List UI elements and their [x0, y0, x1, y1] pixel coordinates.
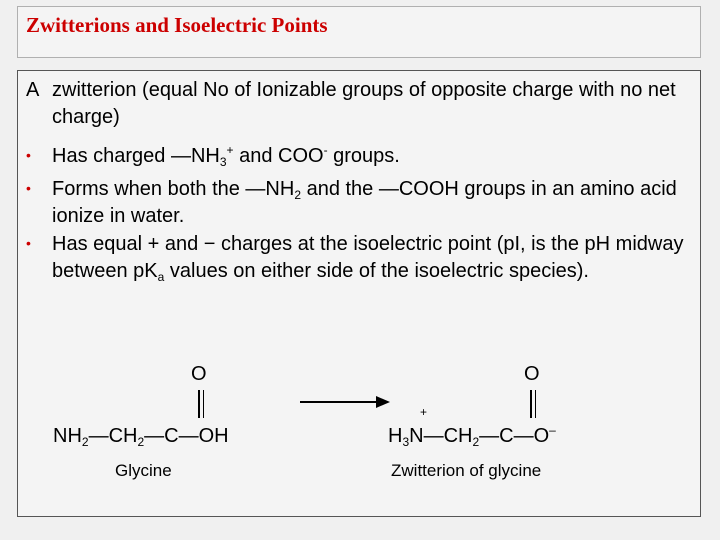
title-box — [17, 6, 701, 58]
slide-title: Zwitterions and Isoelectric Points — [26, 13, 328, 37]
bullet-icon: • — [26, 147, 31, 163]
intro-text: zwitterion (equal No of Ionizable groups of opposite charge with no net charge) — [52, 79, 676, 128]
content-box — [17, 70, 701, 517]
zwitterion-plus: + — [420, 405, 428, 419]
bullet-icon: • — [26, 180, 31, 196]
reaction-arrow — [300, 401, 380, 403]
glycine-oxygen: O — [191, 363, 207, 385]
glycine-formula: $NH_2—CH_2—C—OH$ — [53, 425, 229, 449]
zwitterion-oxygen: O — [524, 363, 540, 385]
zwitterion-label: Zwitterion of glycine — [391, 461, 542, 480]
zwitterion-double-bond — [529, 390, 537, 418]
arrow-head-icon — [376, 396, 390, 408]
bullet-icon: • — [26, 235, 31, 251]
bullet-1: • Has charged $—NH_3^+$ and COO- groups. — [26, 143, 400, 169]
intro-paragraph — [26, 77, 686, 130]
intro-lead: A — [26, 79, 40, 101]
bullet-3: • Has equal + and − charges at the isoelectric point (pI, is the pH midway between $pK_a$ values on either side of the isoelectric species). — [26, 233, 684, 284]
bullet-2: • Forms when both the $—NH_2$ and the —COOH groups in an amino acid ionize in water. — [26, 178, 677, 227]
glycine-double-bond — [197, 390, 205, 418]
zwitterion-formula: $H_3N—CH_2—C—O^-$ — [388, 423, 556, 449]
glycine-label: Glycine — [115, 461, 172, 480]
